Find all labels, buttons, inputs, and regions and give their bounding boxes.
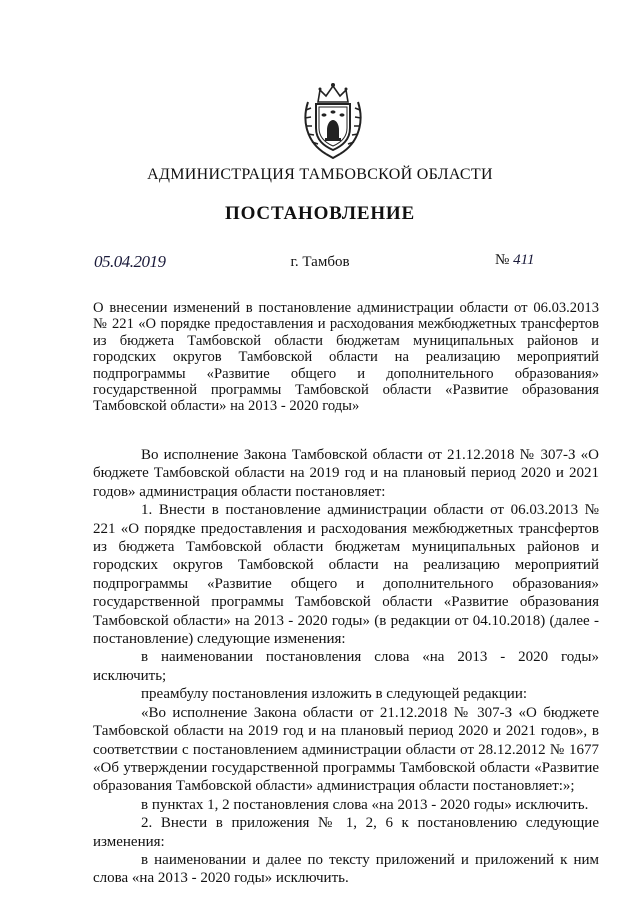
document-date: 05.04.2019 xyxy=(94,252,166,271)
document-body xyxy=(93,446,599,888)
document-city: г. Тамбов xyxy=(290,254,350,270)
paragraph-item-1: 1. Внести в постановление администрации области от 06.03.2013 № 221 «О порядке предоставления и расходования межбюджетных трансфертов из бюджета Тамбовской области бюджетам муниципальных районов и городских округов Тамбовской области на реализацию мероприятий подпрограммы «Развитие общего и дополнительного образования» государственной программы Тамбовской области «Развитие образования Тамбовской области» на 2013 - 2020 годы» (в редакции от 04.10.2018) (далее - постановление) следующие изменения: xyxy=(93,502,599,648)
paragraph-appendix-change: в наименовании и далее по тексту приложений и приложений к ним слова «на 2013 - 2020 годы» исключить. xyxy=(93,851,599,887)
number-value: 411 xyxy=(513,252,535,268)
paragraph-new-preamble: «Во исполнение Закона области от 21.12.2018 № 307-З «О бюджете Тамбовской области на 2019 год и на плановый период 2020 и 2021 годов», в соответствии с постановлением администрации области от 28.12.2012 № 1677 «Об утверждении государственной программы Тамбовской области «Развитие образования Тамбовской области» администрация области постановляет:»; xyxy=(93,704,599,795)
paragraph-item-2: 2. Внести в приложения № 1, 2, 6 к постановлению следующие изменения: xyxy=(93,815,599,850)
document-type-title: ПОСТАНОВЛЕНИЕ xyxy=(225,203,415,224)
document-number xyxy=(495,252,534,269)
paragraph-preamble-change: преамбулу постановления изложить в следующей редакции: xyxy=(141,686,528,703)
organization-title: АДМИНИСТРАЦИЯ ТАМБОВСКОЙ ОБЛАСТИ xyxy=(147,166,493,183)
paragraph-title-change: в наименовании постановления слова «на 2013 - 2020 годы» исключить; xyxy=(93,649,599,684)
document-subject: О внесении изменений в постановление администрации области от 06.03.2013 № 221 «О порядке предоставления и расходования межбюджетных трансфертов из бюджета Тамбовской области бюджетам муниципальных районов и городских округов Тамбовской области на реализацию мероприятий подпрограммы «Развитие общего и дополнительного образования» государственной программы Тамбовской области «Развитие образования Тамбовской области» на 2013 - 2020 годы» xyxy=(93,300,599,415)
number-prefix: № xyxy=(495,252,510,268)
tambov-coat-of-arms-icon xyxy=(300,80,366,160)
paragraph-points-change: в пунктах 1, 2 постановления слова «на 2013 - 2020 годы» исключить. xyxy=(141,796,589,813)
paragraph-preamble: Во исполнение Закона Тамбовской области от 21.12.2018 № 307-З «О бюджете Тамбовской области на 2019 год и на плановый период 2020 и 2021 годов» администрация области постановляет: xyxy=(93,447,599,500)
